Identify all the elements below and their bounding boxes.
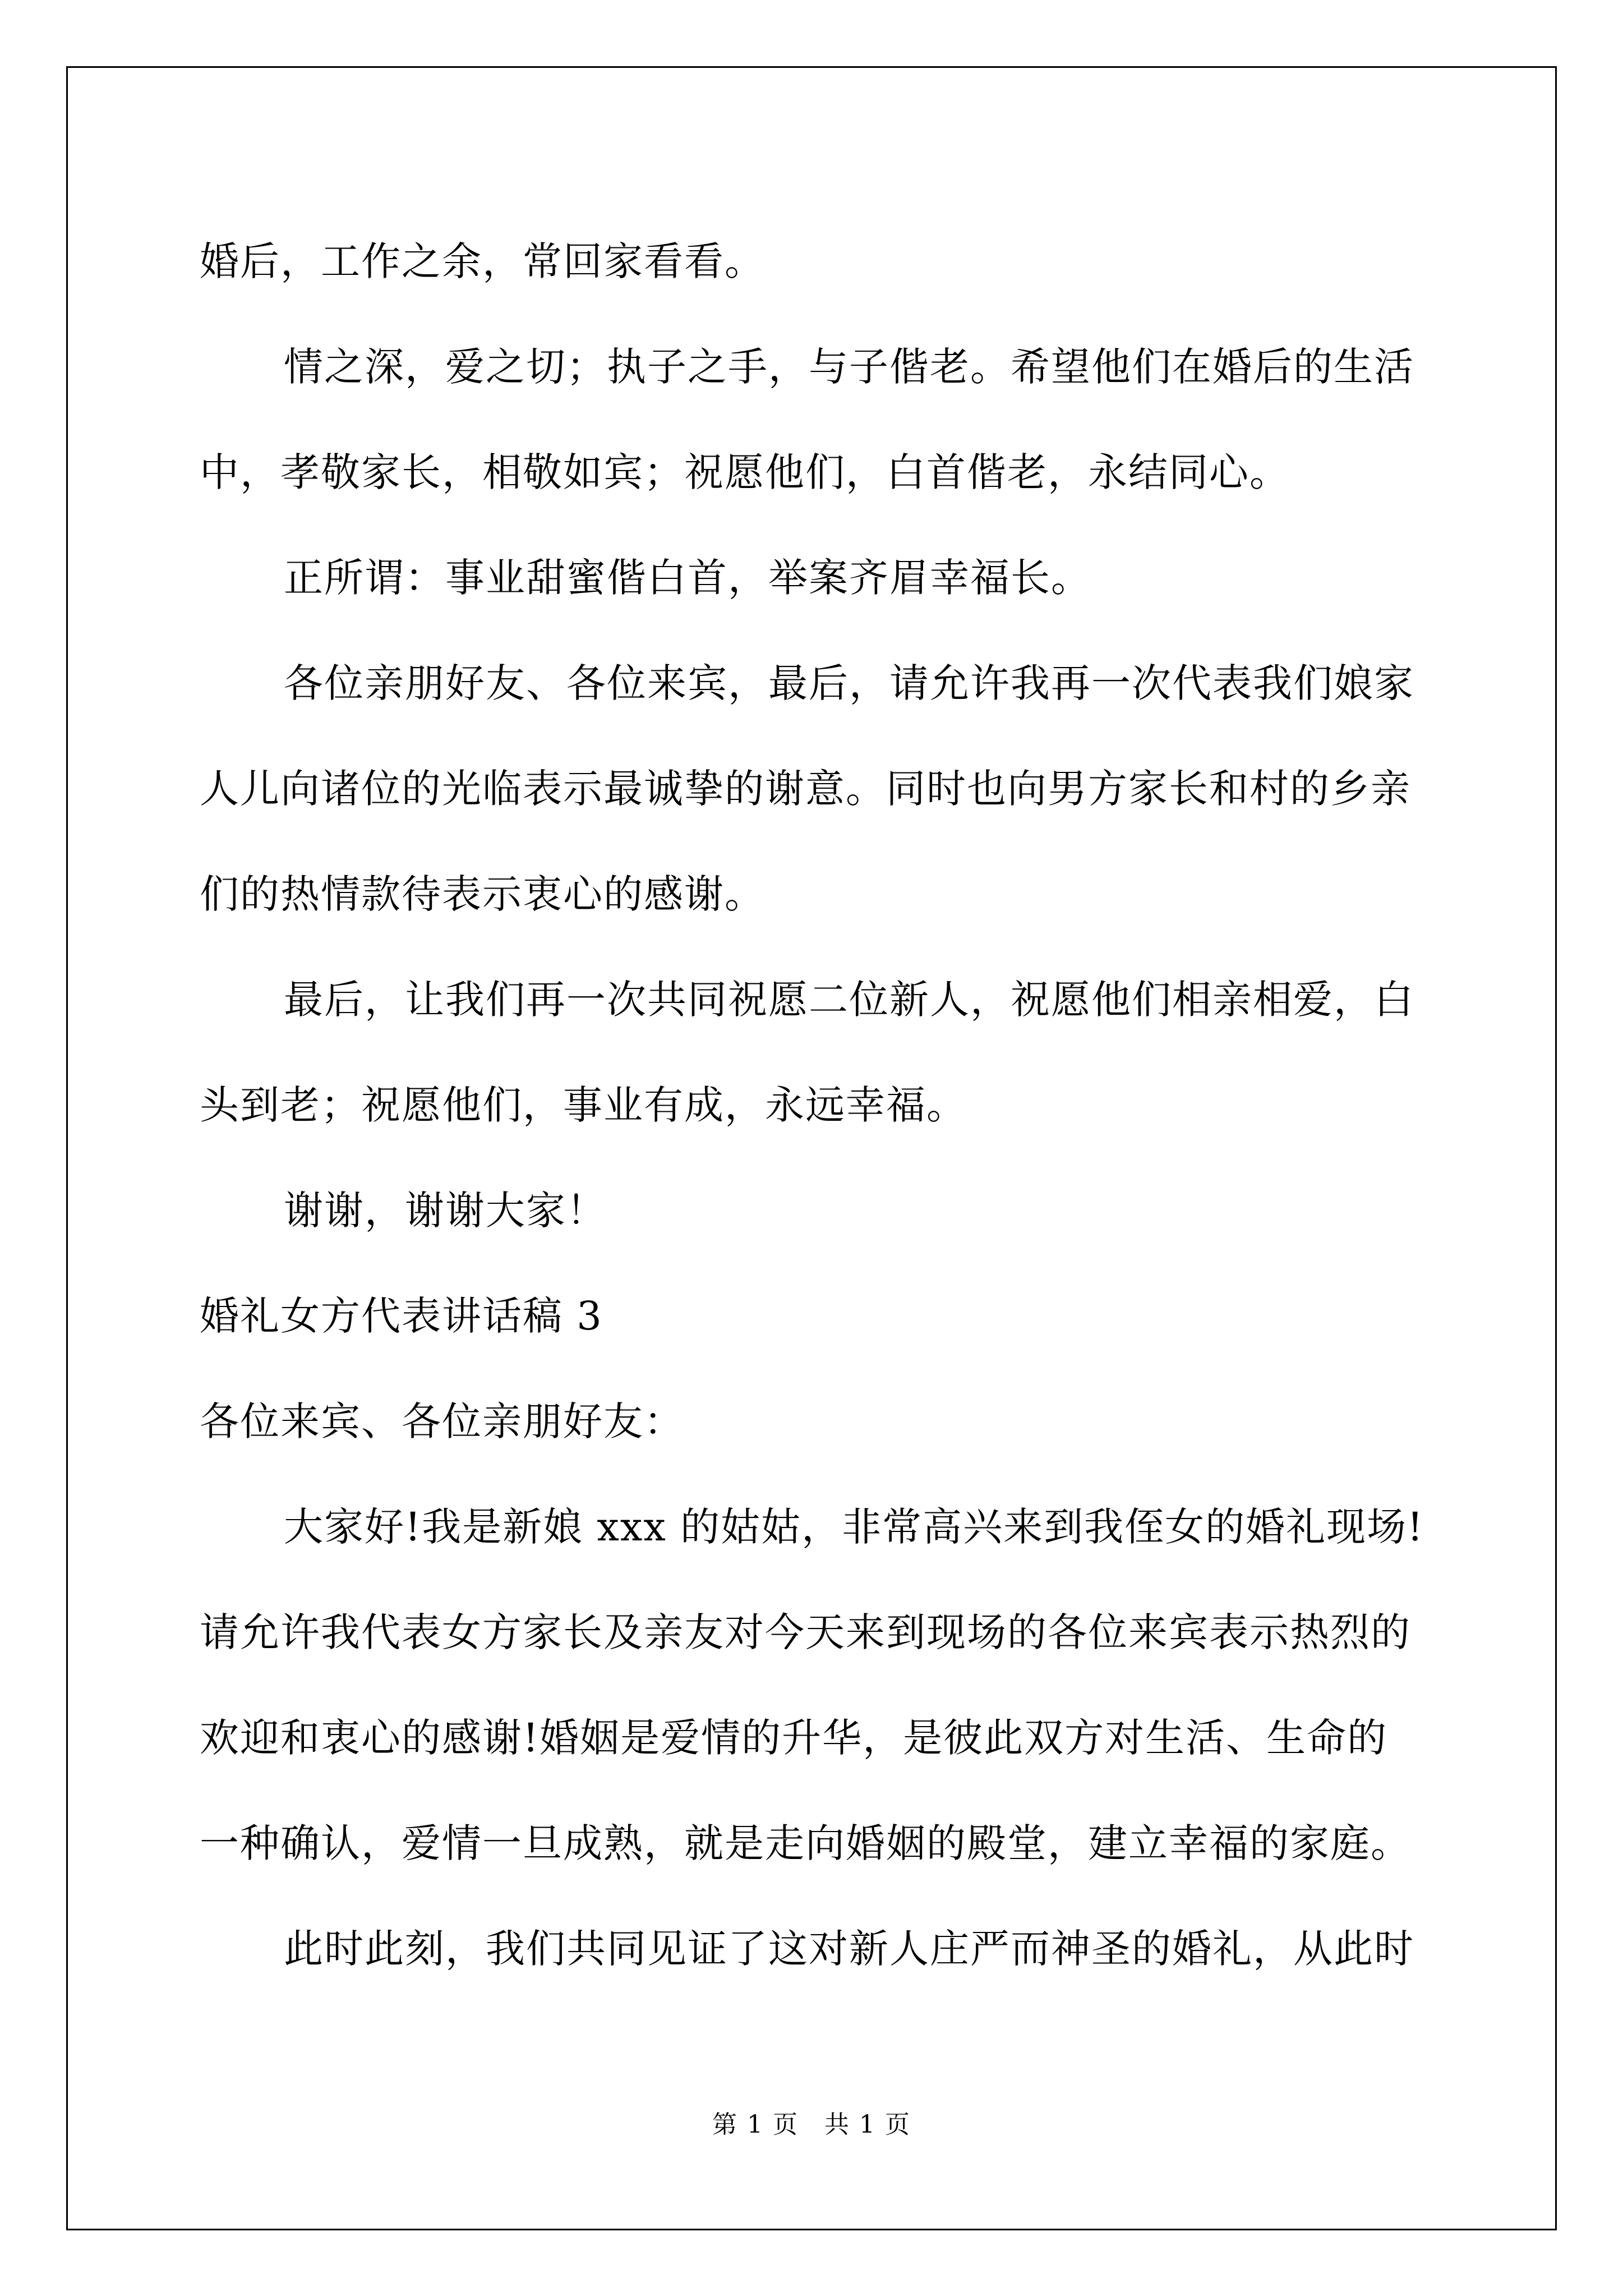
paragraph: 正所谓：事业甜蜜偕白首，举案齐眉幸福长。 [284,555,1091,601]
document-body [200,209,1428,2001]
paragraph: 各位亲朋好友、各位来宾，最后，请允许我再一次代表我们娘家人儿向诸位的光临表示最诚挚的谢意。同时也向男方家长和村的乡亲们的热情款待表示衷心的感谢。 [200,660,1414,917]
paragraph: 大家好!我是新娘 xxx 的姑姑，非常高兴来到我侄女的婚礼现场!请允许我代表女方家长及亲友对今天来到现场的各位来宾表示热烈的欢迎和衷心的感谢!婚姻是爱情的升华，是彼此双方对生活、生命的一种确认，爱情一旦成熟，就是走向婚姻的殿堂，建立幸福的家庭。 [200,1504,1424,1866]
paragraph: 情之深，爱之切；执子之手，与子偕老。希望他们在婚后的生活中，孝敬家长，相敬如宾；祝愿他们，白首偕老，永结同心。 [200,344,1414,495]
section-heading: 婚礼女方代表讲话稿 3 [200,1293,603,1339]
salutation: 各位来宾、各位亲朋好友： [200,1398,684,1444]
page-number-footer: 第 1 页 共 1 页 [712,2110,911,2139]
paragraph: 最后，让我们再一次共同祝愿二位新人，祝愿他们相亲相爱，白头到老；祝愿他们，事业有成，永远幸福。 [200,977,1414,1128]
paragraph: 此时此刻，我们共同见证了这对新人庄严而神圣的婚礼，从此时 [284,1926,1414,1972]
paragraph: 婚后，工作之余，常回家看看。 [200,238,765,284]
paragraph: 谢谢，谢谢大家！ [284,1188,607,1234]
